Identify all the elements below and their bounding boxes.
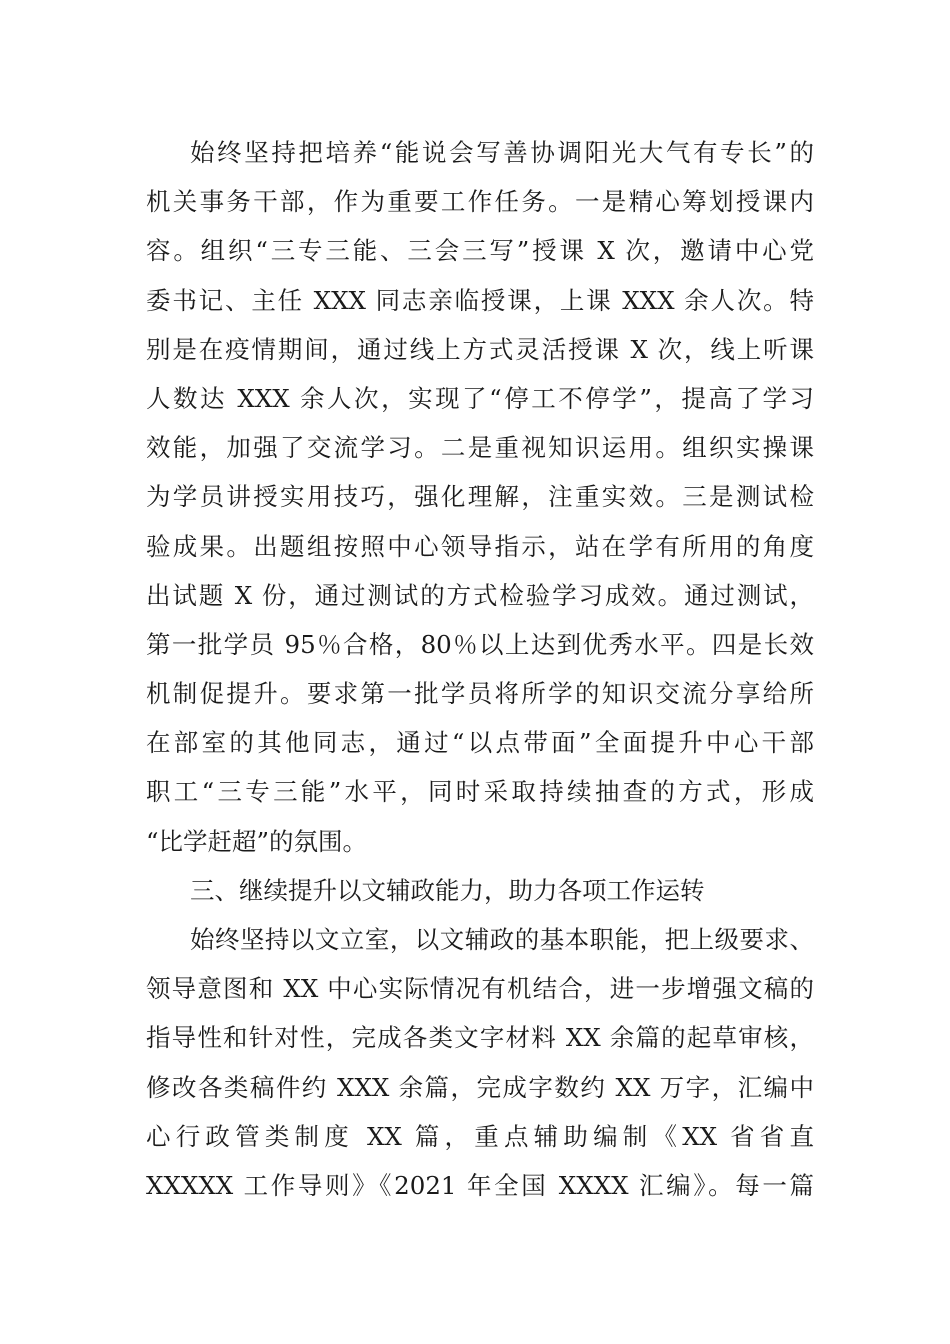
text-line: 出试题 X 份，通过测试的方式检验学习成效。通过测试， [146, 580, 814, 610]
text-line: 三、继续提升以文辅政能力，助力各项工作运转 [190, 875, 705, 905]
text-line: 指导性和针对性，完成各类文字材料 XX 余篇的起草审核， [146, 1023, 814, 1053]
text-line: 机关事务干部，作为重要工作任务。一是精心筹划授课内 [146, 187, 814, 217]
text-line: 第一批学员 95％合格，80％以上达到优秀水平。四是长效 [146, 629, 814, 659]
text-line: 别是在疫情期间，通过线上方式灵活授课 X 次，线上听课 [146, 334, 814, 364]
text-line: 人数达 XXX 余人次，实现了“停工不停学”，提高了学习 [146, 383, 814, 413]
text-line: 容。组织“三专三能、三会三写”授课 X 次，邀请中心党 [146, 236, 814, 266]
text-line: 委书记、主任 XXX 同志亲临授课，上课 XXX 余人次。特 [146, 285, 814, 315]
text-line: 始终坚持把培养“能说会写善协调阳光大气有专长”的 [190, 138, 814, 167]
text-line: 效能，加强了交流学习。二是重视知识运用。组织实操课 [146, 433, 814, 463]
text-line: 修改各类稿件约 XXX 余篇，完成字数约 XX 万字，汇编中 [146, 1072, 814, 1102]
text-line: XXXXX 工作导则》《2021 年全国 XXXX 汇编》。每一篇 [146, 1170, 814, 1200]
text-line: 机制促提升。要求第一批学员将所学的知识交流分享给所 [146, 679, 814, 709]
text-line: 职工“三专三能”水平，同时采取持续抽查的方式，形成 [146, 777, 814, 807]
body-text [146, 128, 814, 1210]
text-line: 在部室的其他同志，通过“以点带面”全面提升中心干部 [146, 728, 814, 758]
text-line: 为学员讲授实用技巧，强化理解，注重实效。三是测试检 [146, 482, 814, 512]
text-line: “比学赶超”的氛围。 [146, 826, 368, 856]
text-line: 始终坚持以文立室，以文辅政的基本职能，把上级要求、 [190, 925, 814, 954]
text-line: 验成果。出题组按照中心领导指示，站在学有所用的角度 [146, 531, 814, 561]
text-line: 领导意图和 XX 中心实际情况有机结合，进一步增强文稿的 [146, 974, 814, 1004]
text-line: 心行政管类制度 XX 篇，重点辅助编制《XX 省省直 [146, 1121, 814, 1151]
